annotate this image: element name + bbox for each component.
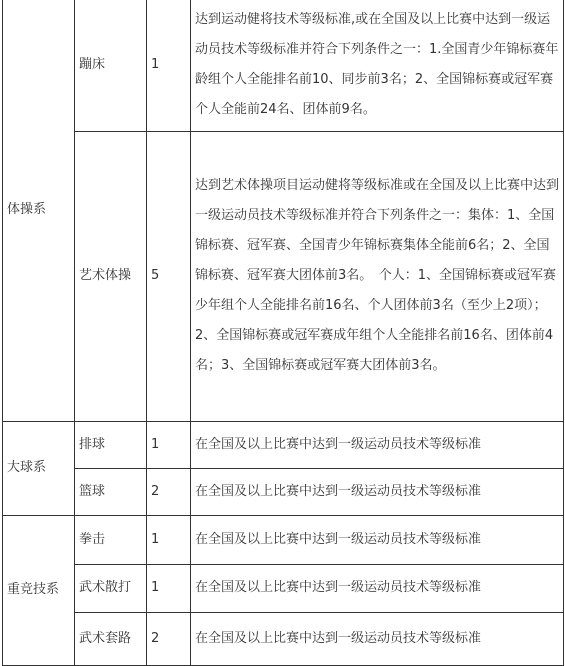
requirement-cell: 在全国及以上比赛中达到一级运动员技术等级标准 xyxy=(191,468,564,515)
requirement-cell: 在全国及以上比赛中达到一级运动员技术等级标准 xyxy=(191,612,564,665)
requirement-cell: 在全国及以上比赛中达到一级运动员技术等级标准 xyxy=(191,564,564,612)
count-cell: 5 xyxy=(147,131,191,421)
requirement-text: 达到运动健将技术等级标准,或在全国及以上比赛中达到一级运动员技术等级标准并符合下列条件之一：1.全国青少年锦标赛年龄组个人全能排名前10、同步前3名；2、全国锦标赛或冠军赛个人全能前24名、团体前9名。 xyxy=(195,12,559,118)
table-row xyxy=(3,0,564,131)
admission-table xyxy=(2,0,564,666)
category-cell: 体操系 xyxy=(3,0,75,421)
table-row xyxy=(3,515,564,564)
count-cell: 2 xyxy=(147,612,191,665)
table-row xyxy=(3,564,564,612)
count-cell: 1 xyxy=(147,515,191,564)
event-cell: 武术套路 xyxy=(75,612,147,665)
requirement-cell xyxy=(191,131,564,421)
table-row xyxy=(3,468,564,515)
table-row xyxy=(3,131,564,421)
event-cell: 排球 xyxy=(75,421,147,468)
count-cell: 1 xyxy=(147,421,191,468)
event-cell: 武术散打 xyxy=(75,564,147,612)
requirement-cell: 在全国及以上比赛中达到一级运动员技术等级标准 xyxy=(191,421,564,468)
event-cell: 蹦床 xyxy=(75,0,147,131)
requirement-text: 达到艺术体操项目运动健将等级标准或在全国及以上比赛中达到一级运动员技术等级标准并符合下列条件之一：集体：1、全国锦标赛、冠军赛、全国青少年锦标赛集体全能前6名；2、全国锦标赛、冠军赛大团体前3名。 个人：1、全国锦标赛或冠军赛少年组个人全能排名前16名、个人团体前3名（至少上2项）；2、全国锦标赛或冠军赛成年组个人全能排名前16名、团体前4名；3、全国锦标赛或冠军赛大团体前3名。 xyxy=(195,178,560,374)
category-cell: 大球系 xyxy=(3,421,75,515)
count-cell: 2 xyxy=(147,468,191,515)
category-cell: 重竞技系 xyxy=(3,515,75,665)
count-cell: 1 xyxy=(147,0,191,131)
table-row xyxy=(3,612,564,665)
count-cell: 1 xyxy=(147,564,191,612)
requirement-cell: 在全国及以上比赛中达到一级运动员技术等级标准 xyxy=(191,515,564,564)
event-cell: 拳击 xyxy=(75,515,147,564)
event-cell: 篮球 xyxy=(75,468,147,515)
event-cell: 艺术体操 xyxy=(75,131,147,421)
table-row xyxy=(3,421,564,468)
requirement-cell xyxy=(191,0,564,131)
